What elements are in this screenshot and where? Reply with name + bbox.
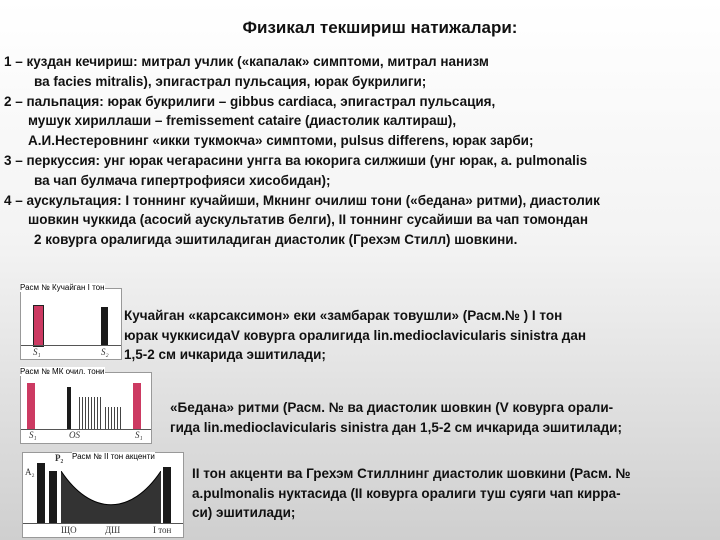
paragraph-line: ва чап булмача гипертрофияси хисобидан);	[34, 172, 331, 188]
paragraph-line: шовкин чуккида (асосий аускультатив белги), II тоннинг сусайиши ва чап томондан	[28, 212, 588, 228]
paragraph-line: мушук хириллаши – fremissement cataire (диастолик калтираш),	[28, 113, 457, 129]
figure-second-tone-accent	[22, 452, 184, 538]
s1-bar	[33, 305, 44, 347]
s2-label: S₂	[101, 347, 109, 357]
figure-opening-snap	[20, 372, 152, 444]
description-line: 1,5-2 см ичкарида эшитилади;	[124, 347, 326, 362]
figure-caption: Расм № II тон акценти	[72, 452, 155, 461]
description-line: II тон акценти ва Грехэм Стиллнинг диастолик шовкини (Расм. №	[192, 466, 631, 481]
paragraph-line: 3 – перкуссия: унг юрак чегарасини унгга ва юкорига силжиши (унг юрак, а. pulmonalis	[4, 152, 588, 168]
p2-bar	[37, 463, 45, 523]
os-bar	[67, 387, 71, 429]
first-tone-bar	[163, 467, 171, 523]
dsh-label: ДШ	[105, 525, 121, 535]
findings-text	[4, 52, 716, 250]
s1-label: S₁	[29, 430, 37, 440]
s1-label: S₁	[33, 347, 41, 357]
paragraph-line: 4 – аускультация: I тоннинг кучайиши, Мкнинг очилиш тони («бедана» ритми), диастолик	[4, 192, 600, 208]
description-line: a.pulmonalis нуктасида (II ковурга оралиги туш суяги чап кирра-	[192, 485, 621, 501]
murmur-bar	[105, 407, 123, 429]
paragraph-line: 2 – пальпация: юрак букрилиги – gibbus cardiaca, эпигастрал пульсация,	[4, 93, 496, 109]
s1-bar	[27, 383, 35, 429]
diastolic-murmur-shape	[61, 471, 161, 523]
figure-1-description	[124, 306, 714, 365]
s1-bar	[133, 383, 141, 429]
paragraph-line: 1 – куздан кечириш: митрал учлик («капалак» симптоми, митрал нанизм	[4, 54, 489, 69]
shcho-label: ЩО	[61, 525, 77, 535]
figure-3-description	[192, 464, 716, 523]
murmur-bar	[79, 397, 101, 429]
paragraph-line: А.И.Нестеровнинг «икки тукмокча» симптоми, pulsus differens, юрак зарби;	[28, 133, 534, 149]
os-label: OS	[69, 430, 80, 440]
description-line: «Бедана» ритми (Расм. № ва диастолик шовкин (V ковурга орали-	[170, 400, 614, 415]
figure-caption: Расм № Кучайган I тон	[20, 283, 105, 292]
description-line: юрак чуккисидаV ковурга оралигида lin.medioclavicularis sinistra дан	[124, 327, 587, 343]
description-line: си) эшитилади;	[192, 505, 296, 520]
figure-2-description	[170, 398, 716, 437]
a2-label: A₂	[25, 467, 35, 477]
figure-caption: Расм № МК очил. тони	[20, 367, 105, 376]
s2-bar	[101, 307, 108, 345]
paragraph-line: ва facies mitralis), эпигастрал пульсация, юрак букрилиги;	[34, 73, 427, 89]
figure-loud-first-tone	[20, 288, 122, 360]
description-line: Кучайган «карсаксимон» еки «замбарак товушли» (Расм.№ ) I тон	[124, 308, 563, 323]
first-tone-label: I тон	[153, 525, 172, 535]
p2-label: P₂	[55, 453, 64, 463]
paragraph-line: 2 ковурга оралигида эшитиладиган диастолик (Грехэм Стилл) шовкини.	[34, 232, 518, 248]
a2-bar	[49, 471, 57, 523]
description-line: гида lin.medioclavicularis sinistra дан 1,5-2 см ичкарида эшитилади;	[170, 419, 622, 435]
s1-label: S₁	[135, 430, 143, 440]
page-title: Физикал текшириш натижалари:	[242, 18, 518, 37]
